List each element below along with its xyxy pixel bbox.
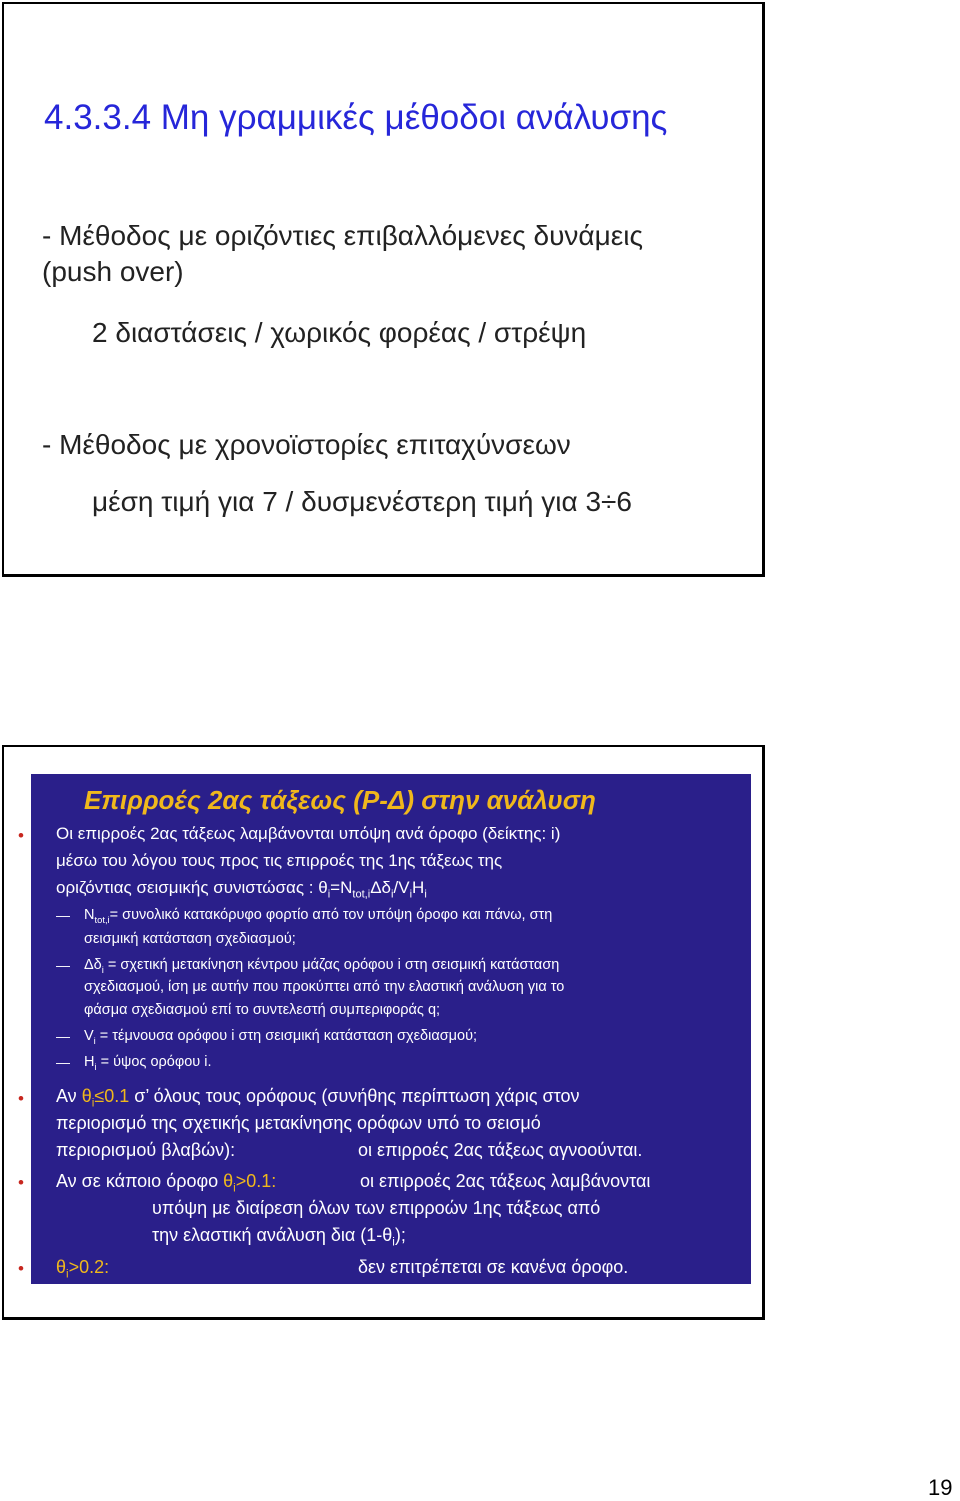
slide-1-title: 4.3.3.4 Μη γραμμικές μέθοδοι ανάλυσης	[44, 98, 668, 137]
b4-line1: $\theta_i>0.2$:	[56, 1257, 110, 1281]
dash-marker: —	[56, 1028, 70, 1044]
b1-line3-pre: οριζόντιας σεισμικής συνιστώσας :	[56, 878, 319, 897]
b3-line2: υπόψη με διαίρεση όλων των επιρροών 1ης τάξεως από	[152, 1198, 601, 1218]
pushover-detail: 2 διαστάσεις / χωρικός φορέας / στρέψη	[92, 317, 587, 348]
bullet-marker: •	[18, 1173, 24, 1192]
def-h: $H_i = ύ\psi o\varsigma$ ορόφου i.	[84, 1054, 212, 1072]
def-ntot-cont: σεισμική κατάσταση σχεδιασμού;	[84, 931, 296, 947]
b4-line1-result: δεν επιτρέπεται σε κανένα όροφο.	[358, 1257, 629, 1277]
def-v: $V_i = \tau έ\mu\nu o\upsilon\sigma\alpha$ ορόφου i στη σεισμική κατάσταση σχεδιασμού;	[84, 1028, 478, 1046]
bullet-marker: •	[18, 1259, 24, 1278]
bullet-marker: •	[18, 1089, 24, 1108]
b2-line3-result: οι επιρροές 2ας τάξεως αγνοούνται.	[358, 1140, 643, 1160]
def-delta-cont1: σχεδιασμού, ίση με αυτήν που προκύπτει από την ελαστική ανάλυση για το	[84, 979, 565, 995]
b2-line3: περιορισμού βλαβών):	[56, 1140, 236, 1160]
method-pushover-cont: (push over)	[42, 256, 184, 287]
dash-marker: —	[56, 907, 70, 923]
slide-2	[2, 745, 765, 1320]
b2-line2: περιορισμό της σχετικής μετακίνησης ορόφων υπό το σεισμό	[56, 1113, 541, 1133]
b2-line1: Αν $\theta_i\le 0.1$ σ’ όλους τους ορόφους (συνήθης περίπτωση χάρις στον	[56, 1086, 580, 1110]
page-number: 19	[928, 1475, 953, 1500]
dash-marker: —	[56, 1054, 70, 1070]
slide-1	[2, 2, 765, 577]
def-delta-cont2: φάσμα σχεδιασμού επί το συντελεστή συμπεριφοράς q;	[84, 1002, 441, 1018]
b3-line1-result: οι επιρροές 2ας τάξεως λαμβάνονται	[360, 1171, 651, 1191]
b1-line1: Οι επιρροές 2ας τάξεως λαμβάνονται υπόψη ανά όροφο (δείκτης: i)	[56, 824, 561, 843]
b1-line3	[56, 878, 427, 900]
b3-line1: Αν σε κάποιο όροφο $\theta_i>0.1$:	[56, 1171, 277, 1195]
def-delta: $\Delta\delta_i = \sigma\chi\varepsilon\tau\iota\kappa ή$ μετακίνηση κέντρου μάζας ορόφου i στη σεισμική κατάσταση	[84, 957, 560, 975]
b1-line2: μέσω του λόγου τους προς τις επιρροές της 1ης τάξεως της	[56, 851, 503, 870]
bullet-marker: •	[18, 826, 24, 845]
formula-theta: $\theta_i=N_{tot,i}\Delta\delta_i/V_iH_i$	[318, 878, 427, 901]
slide-2-title: Επιρροές 2ας τάξεως (P-Δ) στην ανάλυση	[84, 785, 596, 815]
method-pushover: - Μέθοδος με οριζόντιες επιβαλλόμενες δυνάμεις	[42, 220, 643, 251]
timehistory-detail: μέση τιμή για 7 / δυσμενέστερη τιμή για 3÷6	[92, 486, 632, 517]
b3-line3: την ελαστική ανάλυση δια $(1-\theta_i)$;	[152, 1225, 406, 1249]
dash-marker: —	[56, 957, 70, 973]
method-timehistory: - Μέθοδος με χρονοϊστορίες επιταχύνσεων	[42, 429, 571, 460]
def-ntot: $N_{tot,i}= \sigma\upsilon\nu o\lambda\iota\kappa ό$ κατακόρυφο φορτίο από τον υπόψη όροφο και πάνω, στη	[84, 907, 553, 925]
